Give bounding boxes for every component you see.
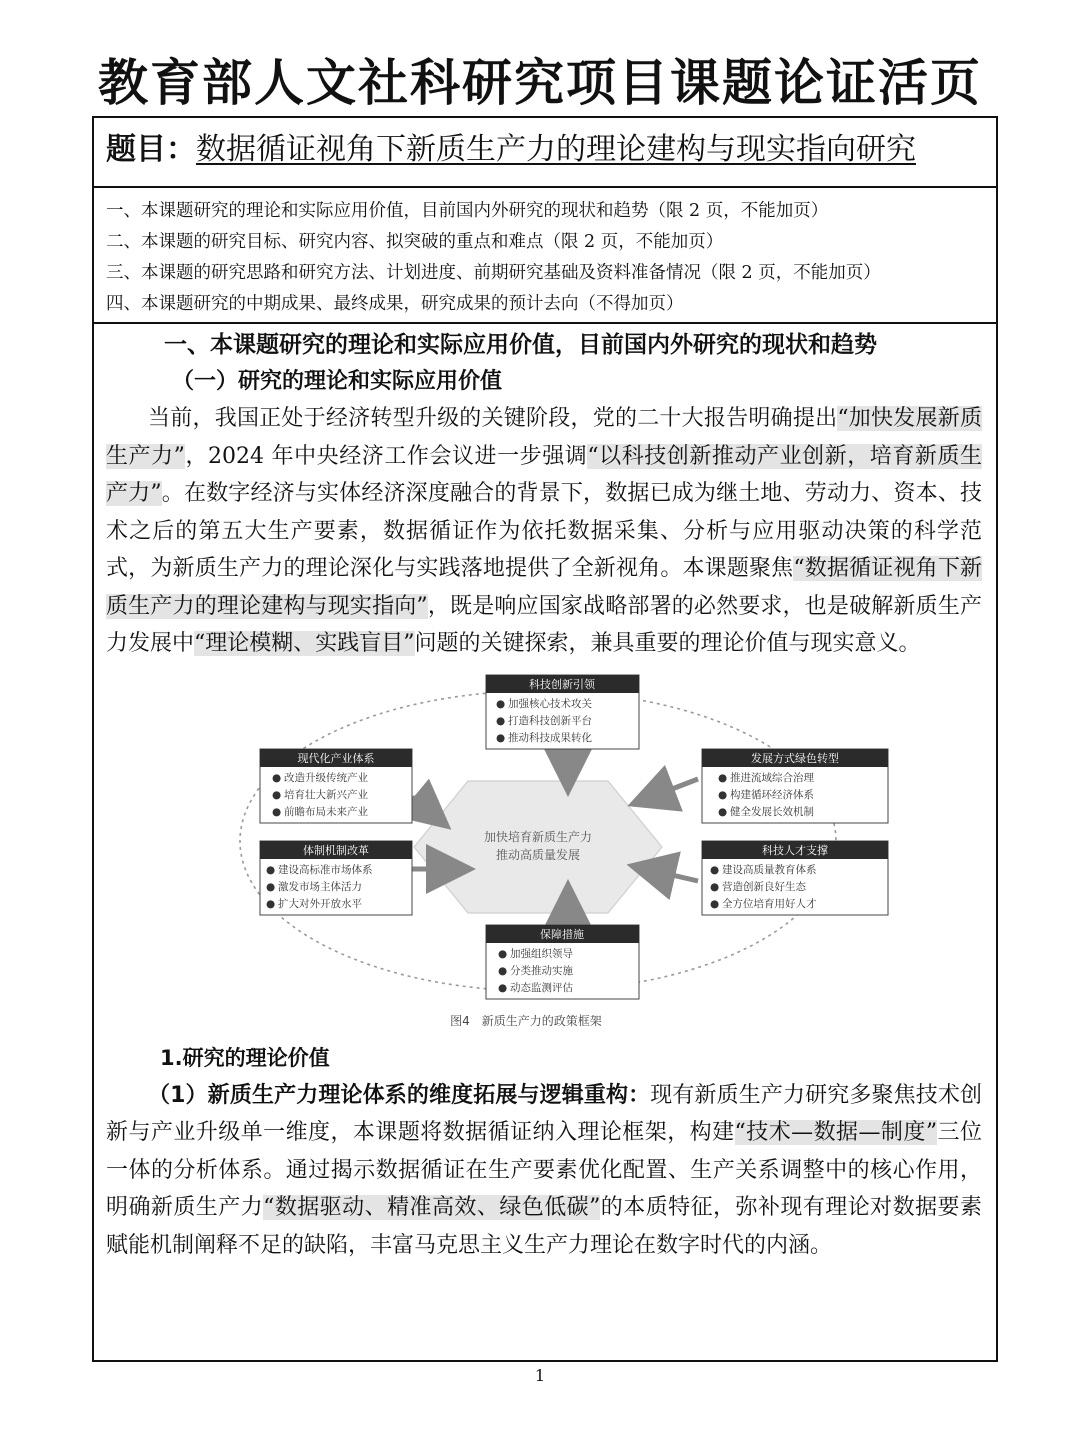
svg-text:●: ● xyxy=(272,771,282,784)
figure-caption: 图4 新质生产力的政策框架 xyxy=(450,1013,602,1028)
svg-text:建设高标准市场体系: 建设高标准市场体系 xyxy=(278,863,373,876)
svg-text:改造升级传统产业: 改造升级传统产业 xyxy=(284,771,368,784)
arrow xyxy=(646,869,698,881)
text-run: ，既是响应国家战略部署的必然要求，也是破解新质生产力发展中 xyxy=(106,593,982,656)
svg-text:●: ● xyxy=(710,897,720,910)
highlight-quote: “加快发展新质生产力” xyxy=(106,406,982,469)
svg-text:建设高质量教育体系: 建设高质量教育体系 xyxy=(722,863,817,876)
svg-text:●: ● xyxy=(718,805,728,818)
framework-box-safeguards xyxy=(486,925,639,999)
svg-text:扩大对外开放水平: 扩大对外开放水平 xyxy=(278,897,362,910)
svg-text:打造科技创新平台: 打造科技创新平台 xyxy=(508,714,592,727)
section-heading: 一、本课题研究的理论和实际应用价值，目前国内外研究的现状和趋势 xyxy=(164,332,877,358)
policy-framework-figure xyxy=(106,669,986,1039)
form-frame xyxy=(92,116,998,1362)
text-run: 三位一体的分析体系。通过揭示数据循证在生产要素优化配置、生产关系调整中的核心作用，明确新质生产力 xyxy=(106,1120,982,1220)
framework-box-talent xyxy=(702,841,888,915)
svg-text:●: ● xyxy=(496,714,506,727)
center-hexagon xyxy=(414,781,662,913)
svg-text:●: ● xyxy=(498,981,508,994)
paragraph-background xyxy=(106,400,982,663)
svg-text:加强组织领导: 加强组织领导 xyxy=(510,947,573,960)
svg-text:保障措施: 保障措施 xyxy=(540,927,584,941)
svg-text:●: ● xyxy=(498,964,508,977)
svg-text:●: ● xyxy=(710,880,720,893)
topic-label: 题目： xyxy=(106,132,196,167)
paragraph-theory-value xyxy=(106,1077,982,1265)
framework-box-institutional-reform xyxy=(260,841,412,915)
text-run: ，2024 年中央经济工作会议进一步强调 xyxy=(184,443,588,469)
svg-text:●: ● xyxy=(272,805,282,818)
text-run: 。在数字经济与实体经济深度融合的背景下，数据已成为继土地、劳动力、资本、技术之后的第五大生产要素，数据循证作为依托数据采集、分析与应用驱动决策的科学范式，为新质生产力的理论深化与实践落地提供了全新视角。本课题聚焦 xyxy=(106,481,982,581)
svg-text:培育壮大新兴产业: 培育壮大新兴产业 xyxy=(284,788,368,801)
theory-value-heading: 1.研究的理论价值 xyxy=(160,1045,330,1070)
svg-text:●: ● xyxy=(266,880,276,893)
svg-text:推动科技成果转化: 推动科技成果转化 xyxy=(508,731,592,744)
sub-heading: （一）研究的理论和实际应用价值 xyxy=(172,369,503,394)
arrow xyxy=(646,779,698,799)
svg-text:●: ● xyxy=(272,788,282,801)
highlight-quote: “技术—数据—制度” xyxy=(734,1120,938,1145)
svg-text:科技人才支撑: 科技人才支撑 xyxy=(762,843,828,857)
svg-text:●: ● xyxy=(718,771,728,784)
center-label-line2: 推动高质量发展 xyxy=(495,847,581,862)
svg-text:●: ● xyxy=(496,697,506,710)
topic-row xyxy=(94,118,996,188)
svg-text:●: ● xyxy=(718,788,728,801)
body-content xyxy=(94,324,996,1264)
svg-text:激发市场主体活力: 激发市场主体活力 xyxy=(278,880,362,893)
framework-box-green-transition xyxy=(702,749,888,823)
text-run: 现有新质生产力研究多聚焦技术创新与产业升级单一维度，本课题将数据循证纳入理论框架，构建 xyxy=(106,1082,982,1145)
text-run: 当前，我国正处于经济转型升级的关键阶段，党的二十大报告明确提出 xyxy=(148,406,838,431)
outline-list xyxy=(94,188,996,324)
lead-heading: （1）新质生产力理论体系的维度拓展与逻辑重构： xyxy=(148,1082,651,1108)
outline-item: 四、本课题研究的中期成果、最终成果，研究成果的预计去向（不得加页） xyxy=(106,294,684,314)
svg-text:动态监测评估: 动态监测评估 xyxy=(510,981,573,994)
arrow xyxy=(412,797,436,817)
highlight-quote: “数据驱动、精准高效、绿色低碳” xyxy=(263,1195,601,1220)
svg-text:现代化产业体系: 现代化产业体系 xyxy=(297,751,375,765)
framework-box-industrial-system xyxy=(260,749,412,823)
svg-text:●: ● xyxy=(710,863,720,876)
svg-text:推进流域综合治理: 推进流域综合治理 xyxy=(730,771,814,784)
svg-text:●: ● xyxy=(496,731,506,744)
svg-text:●: ● xyxy=(498,947,508,960)
topic-text: 数据循证视角下新质生产力的理论建构与现实指向研究 xyxy=(196,132,916,167)
outline-item: 一、本课题研究的理论和实际应用价值，目前国内外研究的现状和趋势（限 2 页，不能加页） xyxy=(106,201,829,221)
svg-text:构建循环经济体系: 构建循环经济体系 xyxy=(730,788,814,801)
center-label-line1: 加快培育新质生产力 xyxy=(483,829,593,844)
highlight-quote: “数据循证视角下新质生产力的理论建构与现实指向” xyxy=(106,556,982,619)
svg-text:●: ● xyxy=(266,897,276,910)
page-number: 1 xyxy=(534,1366,546,1385)
page-title: 教育部人文社科研究项目课题论证活页 xyxy=(98,54,982,112)
svg-text:科技创新引领: 科技创新引领 xyxy=(529,677,595,691)
svg-text:前瞻布局未来产业: 前瞻布局未来产业 xyxy=(284,805,368,818)
svg-text:分类推动实施: 分类推动实施 xyxy=(510,964,573,977)
svg-text:营造创新良好生态: 营造创新良好生态 xyxy=(722,880,806,893)
outline-item: 二、本课题的研究目标、研究内容、拟突破的重点和难点（限 2 页，不能加页） xyxy=(106,232,724,252)
svg-text:健全发展长效机制: 健全发展长效机制 xyxy=(730,805,814,818)
svg-text:●: ● xyxy=(266,863,276,876)
svg-text:全方位培育用好人才: 全方位培育用好人才 xyxy=(722,897,817,910)
svg-text:发展方式绿色转型: 发展方式绿色转型 xyxy=(751,751,839,765)
policy-framework-diagram xyxy=(106,669,986,1039)
highlight-quote: “以科技创新推动产业创新，培育新质生产力” xyxy=(106,443,983,506)
svg-text:加强核心技术攻关: 加强核心技术攻关 xyxy=(508,697,592,710)
framework-box-tech-innovation xyxy=(486,675,639,749)
outline-item: 三、本课题的研究思路和研究方法、计划进度、前期研究基础及资料准备情况（限 2 页，不能加页） xyxy=(106,263,881,283)
text-run: 问题的关键探索，兼具重要的理论价值与现实意义。 xyxy=(414,631,921,656)
text-run: 的本质特征，弥补现有理论对数据要素赋能机制阐释不足的缺陷，丰富马克思主义生产力理论在数字时代的内涵。 xyxy=(106,1195,982,1258)
highlight-quote: “理论模糊、实践盲目” xyxy=(194,631,415,656)
svg-text:体制机制改革: 体制机制改革 xyxy=(303,843,369,857)
